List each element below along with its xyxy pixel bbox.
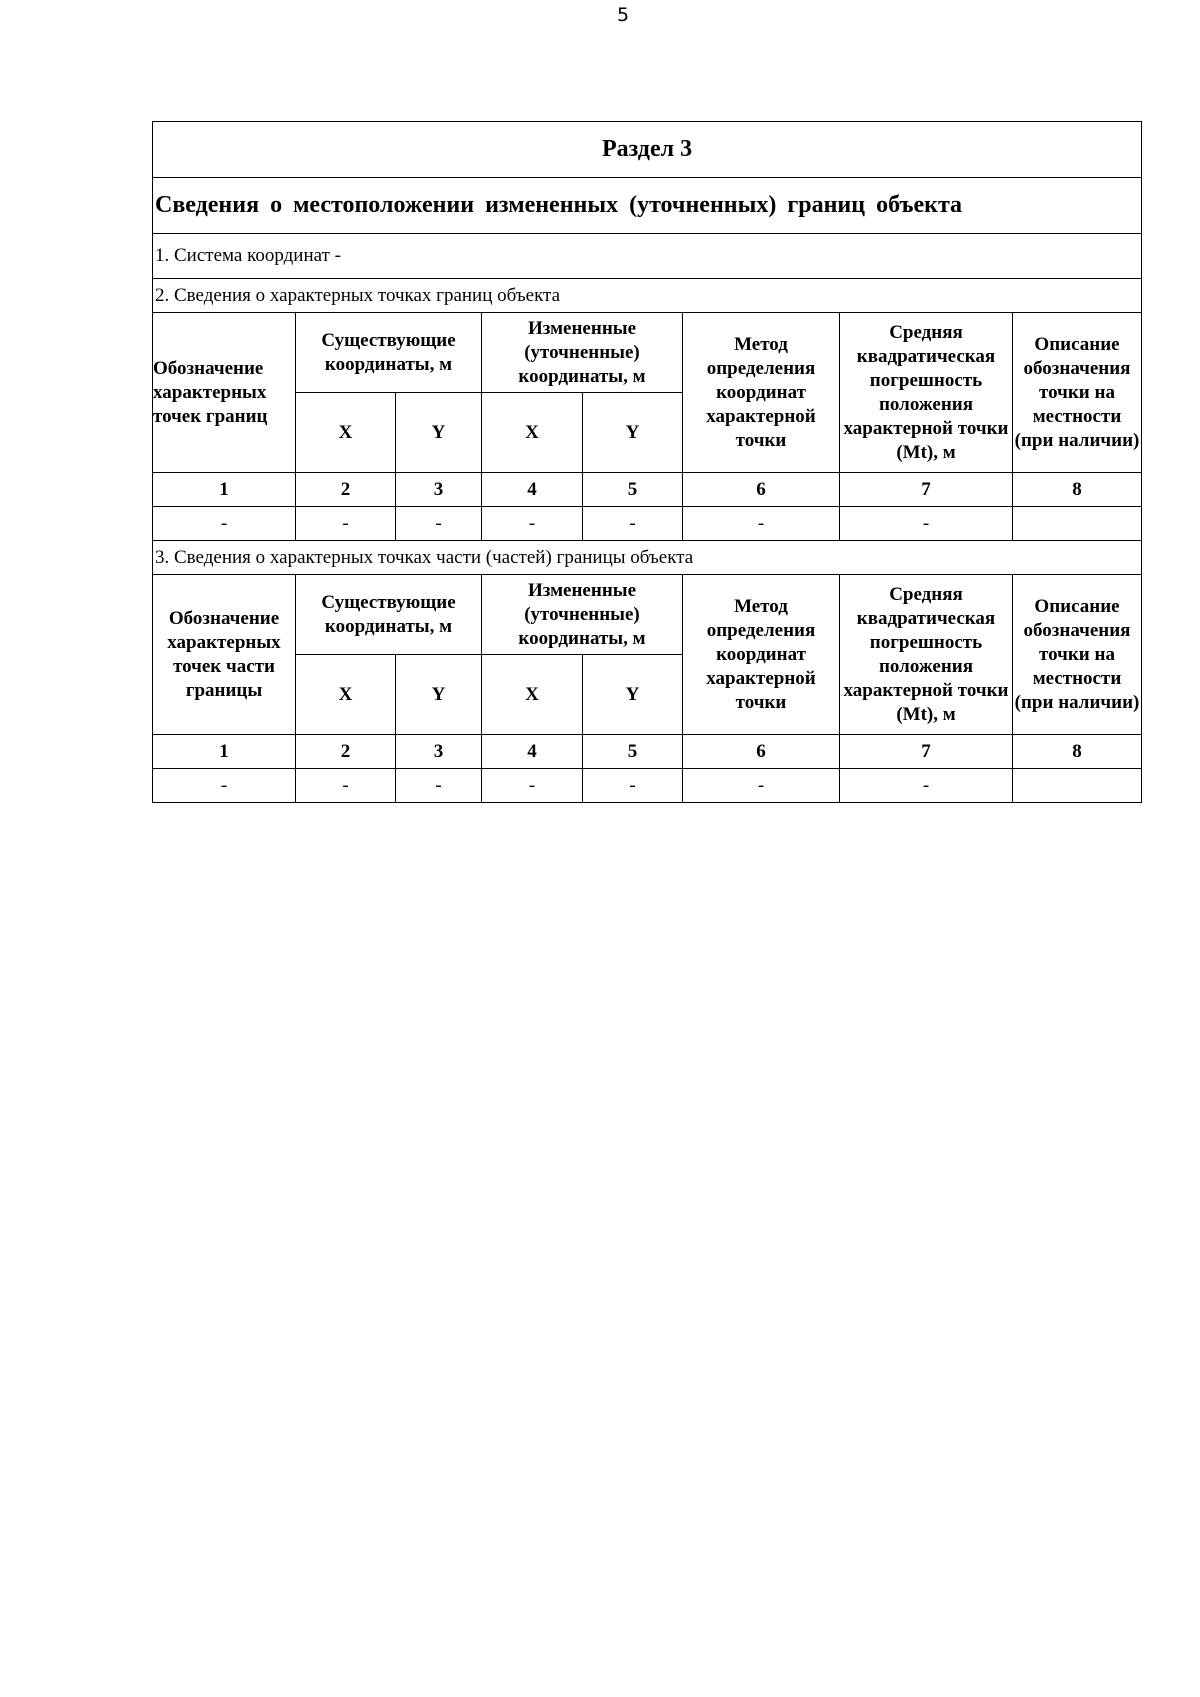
t2-data-cell: - bbox=[583, 507, 683, 541]
page-number: 5 bbox=[616, 4, 630, 26]
t2-col-description: Описание обозначения точки на местности (при наличии) bbox=[1013, 313, 1142, 473]
t3-num-cell: 4 bbox=[482, 735, 583, 769]
section-subtitle: Сведения о местоположении измененных (уточненных) границ объекта bbox=[153, 178, 1142, 234]
t2-data-row bbox=[153, 507, 1142, 541]
part3-title: 3. Сведения о характерных точках части (частей) границы объекта bbox=[153, 541, 1142, 575]
t3-data-cell: - bbox=[583, 769, 683, 803]
t3-col-error: Средняя квадратическая погрешность положения характерной точки (Mt), м bbox=[840, 575, 1013, 735]
t2-existing-y: Y bbox=[396, 393, 482, 473]
t2-data-cell: - bbox=[396, 507, 482, 541]
t3-col-existing: Существующие координаты, м bbox=[296, 575, 482, 655]
t3-col-changed: Измененные (уточненные) координаты, м bbox=[482, 575, 683, 655]
t3-data-cell: - bbox=[482, 769, 583, 803]
t2-col-method: Метод определения координат характерной точки bbox=[683, 313, 840, 473]
t3-num-cell: 3 bbox=[396, 735, 482, 769]
t2-num-cell: 2 bbox=[296, 473, 396, 507]
t2-num-cell: 7 bbox=[840, 473, 1013, 507]
coordinate-system: 1. Система координат - bbox=[153, 234, 1142, 279]
t2-data-cell bbox=[1013, 507, 1142, 541]
t3-col-description: Описание обозначения точки на местности (при наличии) bbox=[1013, 575, 1142, 735]
t2-existing-x: X bbox=[296, 393, 396, 473]
t2-col-changed: Измененные (уточненные) координаты, м bbox=[482, 313, 683, 393]
t3-data-cell: - bbox=[296, 769, 396, 803]
t3-data-cell: - bbox=[396, 769, 482, 803]
t3-changed-x: X bbox=[482, 655, 583, 735]
t2-col-existing: Существующие координаты, м bbox=[296, 313, 482, 393]
t3-num-cell: 1 bbox=[153, 735, 296, 769]
section-3-table bbox=[152, 121, 1142, 803]
t3-data-cell: - bbox=[153, 769, 296, 803]
t2-col-designation: Обозначение характерных точек границ bbox=[153, 313, 296, 473]
t2-num-cell: 8 bbox=[1013, 473, 1142, 507]
t3-number-row bbox=[153, 735, 1142, 769]
t2-changed-x: X bbox=[482, 393, 583, 473]
t3-col-method: Метод определения координат характерной точки bbox=[683, 575, 840, 735]
t2-num-cell: 1 bbox=[153, 473, 296, 507]
t2-data-cell: - bbox=[683, 507, 840, 541]
t2-num-cell: 5 bbox=[583, 473, 683, 507]
t2-data-cell: - bbox=[840, 507, 1013, 541]
part2-title: 2. Сведения о характерных точках границ объекта bbox=[153, 279, 1142, 313]
t2-num-cell: 3 bbox=[396, 473, 482, 507]
t2-col-error: Средняя квадратическая погрешность положения характерной точки (Mt), м bbox=[840, 313, 1013, 473]
t2-changed-y: Y bbox=[583, 393, 683, 473]
t3-data-cell bbox=[1013, 769, 1142, 803]
section-title: Раздел 3 bbox=[153, 122, 1142, 178]
t2-data-cell: - bbox=[296, 507, 396, 541]
t3-num-cell: 7 bbox=[840, 735, 1013, 769]
t3-num-cell: 8 bbox=[1013, 735, 1142, 769]
t3-data-cell: - bbox=[683, 769, 840, 803]
t3-data-cell: - bbox=[840, 769, 1013, 803]
t3-changed-y: Y bbox=[583, 655, 683, 735]
t3-num-cell: 2 bbox=[296, 735, 396, 769]
t2-num-cell: 4 bbox=[482, 473, 583, 507]
t3-existing-x: X bbox=[296, 655, 396, 735]
t3-num-cell: 5 bbox=[583, 735, 683, 769]
t2-num-cell: 6 bbox=[683, 473, 840, 507]
t2-data-cell: - bbox=[482, 507, 583, 541]
t3-existing-y: Y bbox=[396, 655, 482, 735]
t2-data-cell: - bbox=[153, 507, 296, 541]
t3-data-row bbox=[153, 769, 1142, 803]
t3-col-designation: Обозначение характерных точек части границы bbox=[153, 575, 296, 735]
t3-num-cell: 6 bbox=[683, 735, 840, 769]
t2-number-row bbox=[153, 473, 1142, 507]
